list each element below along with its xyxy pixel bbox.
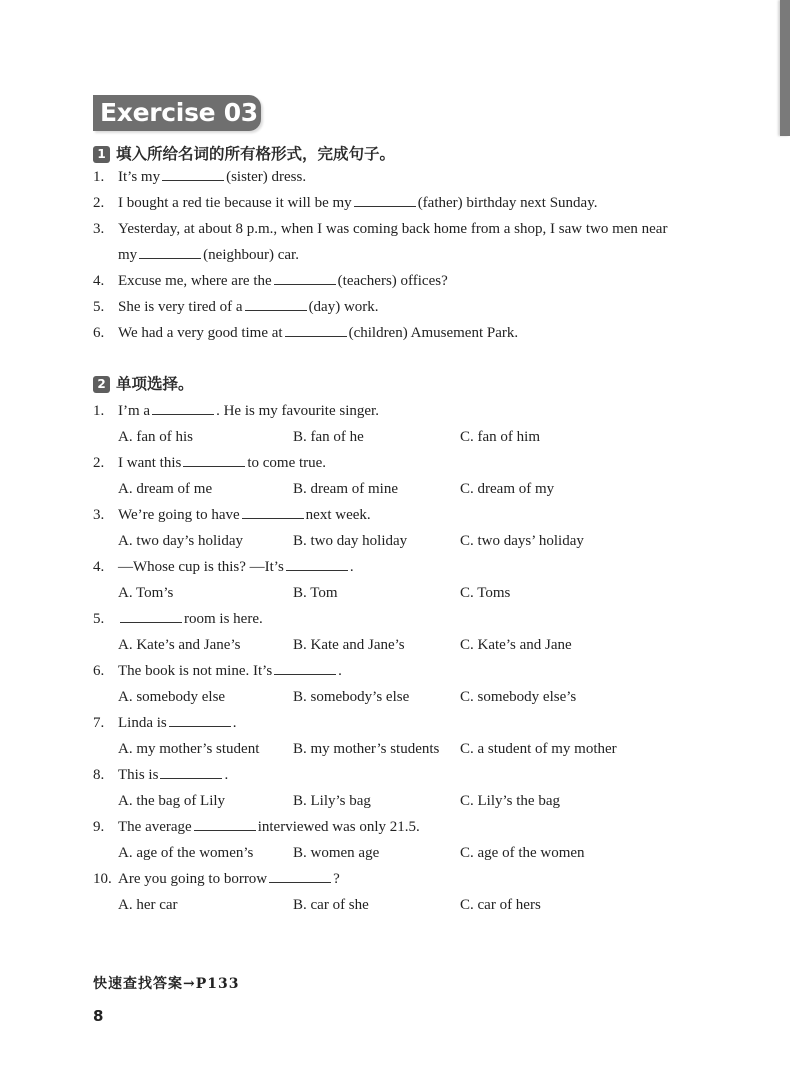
- question-item-continued: [0, 245, 790, 265]
- sentence-after: .: [338, 663, 342, 679]
- question-text: [118, 297, 379, 317]
- option-a[interactable]: A. fan of his: [118, 429, 193, 445]
- options-row: [0, 479, 790, 499]
- question-number: 1.: [93, 403, 105, 419]
- option-b[interactable]: B. fan of he: [293, 429, 364, 445]
- option-a[interactable]: A. two day’s holiday: [118, 533, 243, 549]
- sentence-after: interviewed was only 21.5.: [257, 819, 420, 835]
- question-item: [0, 297, 790, 317]
- sentence-after: (children) Amusement Park.: [348, 325, 519, 341]
- answer-blank[interactable]: [194, 817, 256, 831]
- answer-lookup-link[interactable]: 快速查找答案→P133: [93, 976, 240, 992]
- question-number: 6.: [93, 663, 105, 679]
- option-b[interactable]: B. dream of mine: [293, 481, 398, 497]
- section-2-instruction: 单项选择。: [116, 375, 194, 393]
- option-b[interactable]: B. Kate and Jane’s: [293, 637, 405, 653]
- option-b[interactable]: B. car of she: [293, 897, 369, 913]
- question-item: [0, 193, 790, 213]
- question-text: [118, 401, 379, 421]
- question-number: 3.: [93, 507, 105, 523]
- sentence-after: (father) birthday next Sunday.: [417, 195, 598, 211]
- question-number: 4.: [93, 273, 105, 289]
- sentence-after: room is here.: [184, 611, 263, 627]
- options-row: [0, 531, 790, 551]
- question-item: [0, 505, 790, 525]
- question-text: [118, 271, 448, 291]
- question-text: [118, 817, 420, 837]
- option-a[interactable]: A. Kate’s and Jane’s: [118, 637, 241, 653]
- answer-blank[interactable]: [269, 869, 331, 883]
- question-item: [0, 453, 790, 473]
- answer-blank[interactable]: [183, 453, 245, 467]
- question-text: [118, 557, 354, 577]
- sentence-after: (teachers) offices?: [337, 273, 448, 289]
- options-row: [0, 687, 790, 707]
- option-a[interactable]: A. her car: [118, 897, 178, 913]
- question-text: [118, 453, 326, 473]
- sentence-after: . He is my favourite singer.: [216, 403, 379, 419]
- option-a[interactable]: A. age of the women’s: [118, 845, 254, 861]
- option-c[interactable]: C. a student of my mother: [460, 741, 617, 757]
- sentence-after: ?: [333, 871, 340, 887]
- question-item: [0, 869, 790, 889]
- question-item: [0, 557, 790, 577]
- option-a[interactable]: A. dream of me: [118, 481, 213, 497]
- question-item: [0, 167, 790, 187]
- question-number: 9.: [93, 819, 105, 835]
- options-row: [0, 843, 790, 863]
- question-item: [0, 219, 790, 239]
- sentence-after: (day) work.: [308, 299, 379, 315]
- sentence-after: (sister) dress.: [226, 169, 307, 185]
- question-item: [0, 713, 790, 733]
- question-item: [0, 401, 790, 421]
- question-text: [118, 167, 306, 187]
- option-c[interactable]: C. two days’ holiday: [460, 533, 584, 549]
- answer-blank[interactable]: [152, 401, 214, 415]
- options-row: [0, 739, 790, 759]
- sentence-before: Excuse me, where are the: [118, 273, 272, 289]
- sentence-before: It’s my: [118, 169, 161, 185]
- option-c[interactable]: C. Kate’s and Jane: [460, 637, 572, 653]
- sentence-before: This is: [118, 767, 159, 783]
- option-b[interactable]: B. Tom: [293, 585, 338, 601]
- question-number: 5.: [93, 299, 105, 315]
- question-number: 10.: [93, 871, 112, 887]
- options-row: [0, 583, 790, 603]
- option-c[interactable]: C. Toms: [460, 585, 511, 601]
- exercise-title: Exercise 03: [100, 98, 258, 127]
- option-a[interactable]: A. my mother’s student: [118, 741, 260, 757]
- option-c[interactable]: C. Lily’s the bag: [460, 793, 560, 809]
- question-item: [0, 271, 790, 291]
- answer-blank[interactable]: [169, 713, 231, 727]
- sentence-before: The average: [118, 819, 192, 835]
- question-item: [0, 661, 790, 681]
- question-item: [0, 765, 790, 785]
- sentence-after: .: [349, 559, 354, 575]
- option-b[interactable]: B. Lily’s bag: [293, 793, 371, 809]
- options-row: [0, 895, 790, 915]
- sentence-before: We had a very good time at: [118, 325, 283, 341]
- sentence-before: We’re going to have: [118, 507, 240, 523]
- options-row: [0, 635, 790, 655]
- option-a[interactable]: A. the bag of Lily: [118, 793, 226, 809]
- sentence-before: I bought a red tie because it will be my: [118, 195, 352, 211]
- option-a[interactable]: A. Tom’s: [118, 585, 174, 601]
- section-2-header: [93, 374, 194, 394]
- question-text: [118, 505, 371, 525]
- answer-blank[interactable]: [162, 167, 224, 181]
- sentence-after: .: [232, 715, 237, 731]
- answer-blank[interactable]: [285, 323, 347, 337]
- section-1-instruction: 填入所给名词的所有格形式，完成句子。: [116, 145, 396, 163]
- question-item: [0, 609, 790, 629]
- question-item: [0, 323, 790, 343]
- question-number: 2.: [93, 195, 105, 211]
- sentence-after: to come true.: [247, 455, 327, 471]
- question-text: [118, 245, 299, 265]
- sentence-before: Are you going to borrow: [118, 871, 268, 887]
- answer-blank[interactable]: [139, 245, 201, 259]
- question-number: 5.: [93, 611, 105, 627]
- question-item: [0, 817, 790, 837]
- answer-blank[interactable]: [274, 661, 336, 675]
- sentence-before: Linda is: [118, 715, 167, 731]
- options-row: [0, 427, 790, 447]
- sentence-before: I want this: [118, 455, 182, 471]
- option-b[interactable]: B. women age: [293, 845, 380, 861]
- answer-blank[interactable]: [286, 557, 348, 571]
- sentence-before: The book is not mine. It’s: [118, 663, 273, 679]
- question-text: [118, 661, 342, 681]
- option-a[interactable]: A. somebody else: [118, 689, 226, 705]
- section-1-number: 1: [93, 146, 110, 163]
- sentence-after: .: [224, 767, 229, 783]
- question-number: 2.: [93, 455, 105, 471]
- question-text: [118, 323, 518, 343]
- question-number: 6.: [93, 325, 105, 341]
- exercise-banner: [93, 95, 261, 131]
- sentence-before: She is very tired of a: [118, 299, 243, 315]
- section-1-header: [93, 144, 395, 164]
- question-number: 1.: [93, 169, 105, 185]
- answer-blank[interactable]: [245, 297, 307, 311]
- section-2-number: 2: [93, 376, 110, 393]
- option-b[interactable]: B. my mother’s students: [293, 741, 440, 757]
- sentence-after: (neighbour) car.: [203, 247, 299, 263]
- page-edge-tab: [780, 0, 790, 136]
- option-c[interactable]: C. car of hers: [460, 897, 541, 913]
- question-text: [118, 193, 598, 213]
- page-number: 8: [93, 1007, 104, 1025]
- answer-blank[interactable]: [274, 271, 336, 285]
- sentence-before: my: [118, 247, 138, 263]
- option-b[interactable]: B. somebody’s else: [293, 689, 410, 705]
- question-text: [118, 765, 228, 785]
- sentence-before: —Whose cup is this? —It’s: [118, 559, 284, 575]
- question-text-line: Yesterday, at about 8 p.m., when I was coming back home from a shop, I saw two men near: [118, 221, 668, 237]
- question-text: [118, 869, 340, 889]
- option-c[interactable]: C. fan of him: [460, 429, 540, 445]
- question-number: 7.: [93, 715, 105, 731]
- options-row: [0, 791, 790, 811]
- option-c[interactable]: C. somebody else’s: [460, 689, 577, 705]
- question-text: [118, 713, 237, 733]
- sentence-after: next week.: [305, 507, 371, 523]
- question-number: 8.: [93, 767, 105, 783]
- answer-blank[interactable]: [120, 609, 182, 623]
- question-number: 3.: [93, 221, 105, 237]
- option-b[interactable]: B. two day holiday: [293, 533, 408, 549]
- question-number: 4.: [93, 559, 105, 575]
- sentence-before: I’m a: [118, 403, 151, 419]
- answer-blank[interactable]: [354, 193, 416, 207]
- option-c[interactable]: C. dream of my: [460, 481, 555, 497]
- answer-blank[interactable]: [242, 505, 304, 519]
- option-c[interactable]: C. age of the women: [460, 845, 585, 861]
- answer-blank[interactable]: [160, 765, 222, 779]
- question-text: [118, 609, 263, 629]
